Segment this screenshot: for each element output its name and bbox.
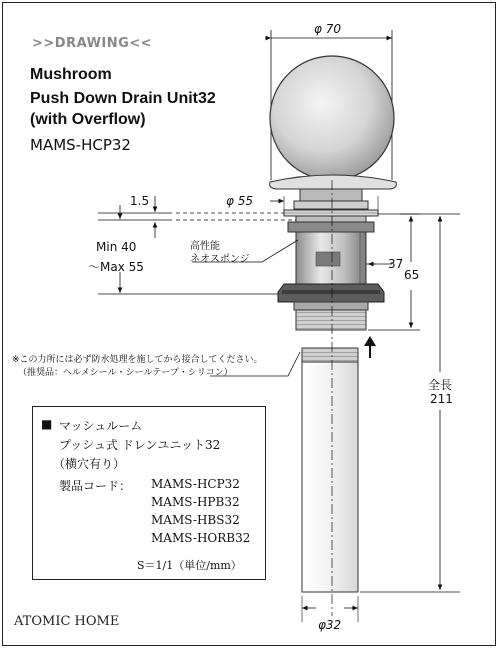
- lock-nut-gasket: [278, 284, 384, 330]
- spec-bullet: ■: [41, 417, 53, 431]
- spec-code-4: MAMS-HORB32: [151, 531, 251, 545]
- mushroom-cap: [270, 30, 397, 209]
- spec-name-line-3: （横穴有り）: [53, 457, 126, 471]
- drain-pipe: [302, 348, 358, 592]
- footer-brand: ATOMIC HOME: [14, 614, 120, 629]
- spec-code-3: MAMS-HBS32: [151, 513, 240, 527]
- total-length-value: 211: [430, 392, 453, 406]
- pipe-diameter-label: φ32: [318, 618, 342, 632]
- spec-code-2: MAMS-HPB32: [151, 495, 240, 509]
- spec-code-label: 製品コード：: [59, 479, 132, 493]
- flange-diameter-label: φ 55: [226, 194, 253, 208]
- product-title-line-2: Push Down Drain Unit32: [30, 90, 216, 107]
- drawing-header-tag: >>DRAWING<<: [32, 36, 153, 51]
- drain-body: [288, 222, 374, 284]
- max-thickness-label: ～Max 55: [88, 260, 144, 274]
- waterproof-note-line-1: ※この力所には必ず防水処理を施してから接合してください。: [12, 355, 263, 365]
- waterproof-note-line-2: （推奨品：ヘルメシール・シールテープ・シリコン）: [18, 368, 233, 378]
- total-length-label: 全長: [428, 378, 453, 392]
- spec-scale: S＝1/1（単位/mm）: [137, 559, 242, 572]
- body-height-label: 65: [404, 268, 420, 282]
- spec-box: [32, 406, 266, 580]
- product-title-line-1: Mushroom: [30, 66, 112, 83]
- product-title-line-3: (with Overflow): [30, 111, 146, 128]
- gasket-label-line-1: 高性能: [190, 241, 220, 252]
- gasket-label-line-2: ネオスポンジ: [190, 254, 250, 265]
- flange-thickness-label: 1.5: [130, 194, 150, 208]
- body-width-label: 37: [388, 257, 404, 271]
- insert-up-arrow: [364, 336, 376, 358]
- spec-name-line-1: マッシュルーム: [59, 419, 143, 433]
- spec-code-1: MAMS-HCP32: [151, 477, 240, 491]
- min-thickness-label: Min 40: [96, 240, 137, 254]
- spec-name-line-2: プッシュ式 ドレンユニット32: [59, 438, 221, 452]
- model-code: MAMS-HCP32: [30, 136, 131, 154]
- top-diameter-label: φ 70: [314, 22, 341, 36]
- flange: [284, 210, 378, 222]
